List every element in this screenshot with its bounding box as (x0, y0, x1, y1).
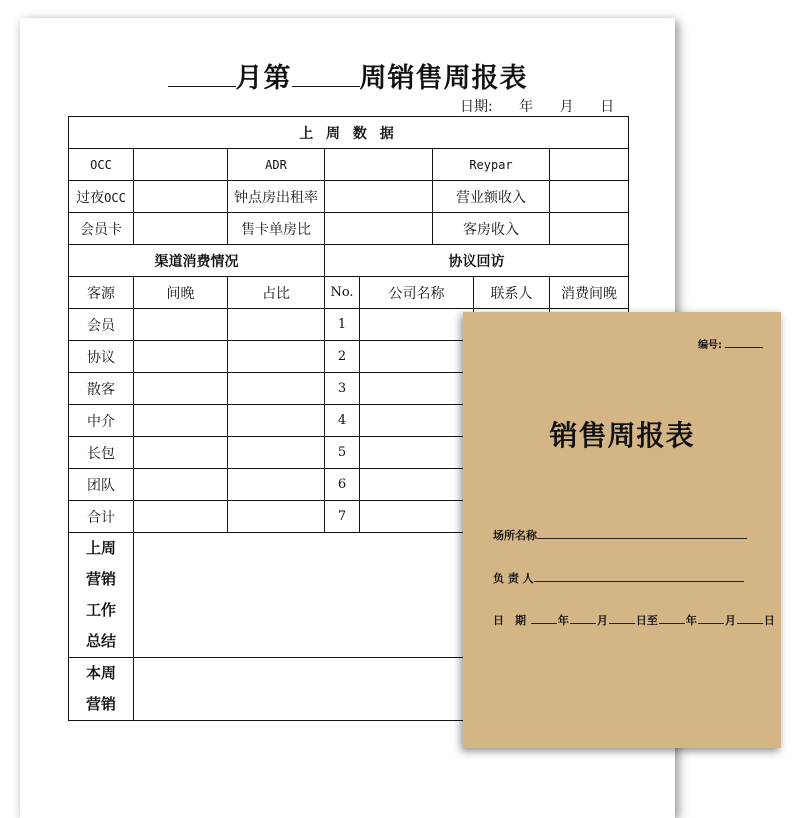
person-line[interactable] (534, 571, 744, 582)
card-ratio-value[interactable] (325, 213, 433, 245)
col-consumption: 消费间晚 (550, 277, 629, 309)
ratio-cell[interactable] (228, 405, 325, 437)
channel-header: 渠道消费情况 (69, 245, 325, 277)
date-year: 年 (519, 99, 534, 115)
person-field (493, 570, 744, 586)
person-label: 负 责 人 (493, 572, 534, 585)
room-nights-cell[interactable] (134, 405, 228, 437)
serial-label: 编号: (698, 340, 722, 351)
company-cell[interactable] (360, 469, 474, 501)
adr-value[interactable] (325, 149, 433, 181)
source-label: 长包 (69, 437, 134, 469)
serial-field (698, 336, 763, 351)
room-nights-cell[interactable] (134, 341, 228, 373)
col-source: 客源 (69, 277, 134, 309)
overnight-occ-value[interactable] (134, 181, 228, 213)
venue-field (493, 527, 747, 543)
month2-blank[interactable] (698, 613, 724, 624)
table-row (69, 117, 629, 149)
revenue-value[interactable] (550, 181, 629, 213)
occ-value[interactable] (134, 149, 228, 181)
adr-label: ADR (228, 149, 325, 181)
col-contact: 联系人 (474, 277, 550, 309)
cover-booklet (463, 312, 781, 748)
company-cell[interactable] (360, 309, 474, 341)
table-row (69, 181, 629, 213)
source-label: 协议 (69, 341, 134, 373)
room-nights-cell[interactable] (134, 437, 228, 469)
card-ratio-label: 售卡单房比 (228, 213, 325, 245)
ratio-cell[interactable] (228, 437, 325, 469)
year2-blank[interactable] (659, 613, 685, 624)
overnight-occ-label: 过夜OCC (69, 181, 134, 213)
occ-label: OCC (69, 149, 134, 181)
row-number: 2 (325, 341, 360, 373)
source-label: 散客 (69, 373, 134, 405)
revenue-label: 营业额收入 (433, 181, 550, 213)
ratio-cell[interactable] (228, 501, 325, 533)
day2-blank[interactable] (737, 613, 763, 624)
table-row (69, 245, 629, 277)
company-cell[interactable] (360, 437, 474, 469)
date-label: 日期: (460, 99, 493, 115)
room-revenue-value[interactable] (550, 213, 629, 245)
source-label: 会员 (69, 309, 134, 341)
member-card-label: 会员卡 (69, 213, 134, 245)
col-room-nights: 间晚 (134, 277, 228, 309)
room-nights-cell[interactable] (134, 469, 228, 501)
company-cell[interactable] (360, 373, 474, 405)
last-week-summary-label: 上周 营销 工作 总结 (69, 533, 134, 658)
hourly-rate-label: 钟点房出租率 (228, 181, 325, 213)
row-number: 4 (325, 405, 360, 437)
source-label: 团队 (69, 469, 134, 501)
date-month: 月 (559, 99, 574, 115)
ratio-cell[interactable] (228, 469, 325, 501)
this-week-summary-label: 本周 营销 (69, 658, 134, 721)
col-no: No. (325, 277, 360, 309)
day-blank[interactable] (609, 613, 635, 624)
date-day: 日 (600, 99, 615, 115)
row-number: 7 (325, 501, 360, 533)
row-number: 3 (325, 373, 360, 405)
company-cell[interactable] (360, 501, 474, 533)
ratio-cell[interactable] (228, 373, 325, 405)
ratio-cell[interactable] (228, 309, 325, 341)
venue-line[interactable] (537, 528, 747, 539)
col-ratio: 占比 (228, 277, 325, 309)
agreement-header: 协议回访 (325, 245, 629, 277)
table-row (69, 277, 629, 309)
title-rest-text: 周销售周报表 (359, 63, 528, 94)
revpar-value[interactable] (550, 149, 629, 181)
room-nights-cell[interactable] (134, 309, 228, 341)
title-month-text: 月第 (235, 63, 292, 94)
row-number: 1 (325, 309, 360, 341)
member-card-value[interactable] (134, 213, 228, 245)
cover-date-field: 日 期 年 月 日至 年 月 日 (493, 614, 775, 627)
hourly-rate-value[interactable] (325, 181, 433, 213)
company-cell[interactable] (360, 341, 474, 373)
ratio-cell[interactable] (228, 341, 325, 373)
year-blank[interactable] (531, 613, 557, 624)
table-row (69, 213, 629, 245)
last-week-header: 上 周 数 据 (69, 117, 629, 149)
source-label: 中介 (69, 405, 134, 437)
venue-label: 场所名称 (493, 529, 537, 542)
room-nights-cell[interactable] (134, 501, 228, 533)
serial-line[interactable] (725, 347, 763, 348)
cover-date-label: 日 期 (493, 614, 526, 627)
month-blank[interactable] (168, 62, 236, 87)
month-blank[interactable] (570, 613, 596, 624)
cover-title: 销售周报表 (549, 419, 695, 452)
col-company: 公司名称 (360, 277, 474, 309)
week-blank[interactable] (292, 62, 360, 87)
table-row (69, 149, 629, 181)
date-line (460, 96, 614, 116)
room-revenue-label: 客房收入 (433, 213, 550, 245)
row-number: 6 (325, 469, 360, 501)
row-number: 5 (325, 437, 360, 469)
document-title (0, 56, 695, 95)
revpar-label: Reypar (433, 149, 550, 181)
room-nights-cell[interactable] (134, 373, 228, 405)
source-label: 合计 (69, 501, 134, 533)
company-cell[interactable] (360, 405, 474, 437)
